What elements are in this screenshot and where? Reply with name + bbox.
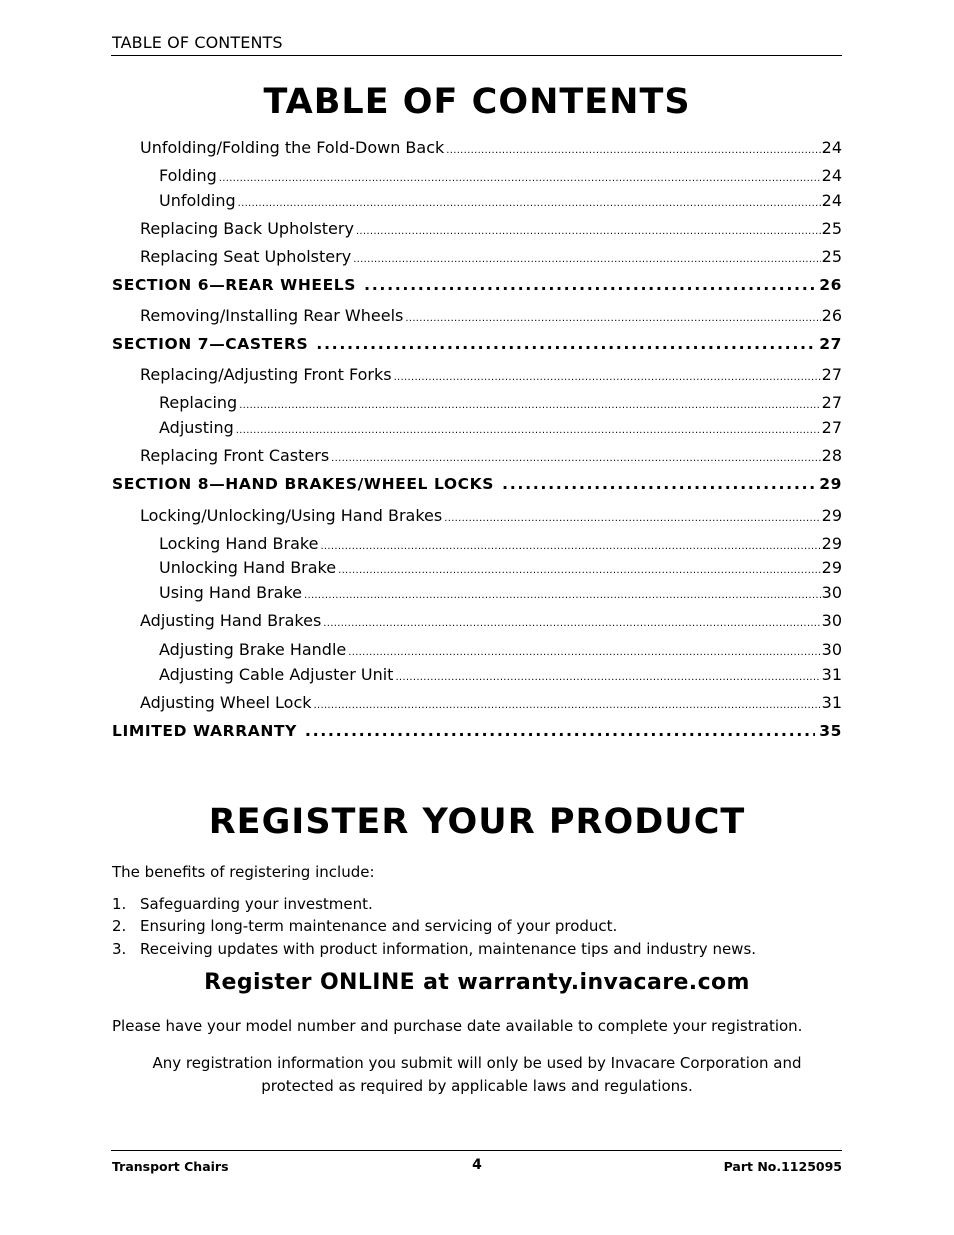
toc-entry-label: Replacing/Adjusting Front Forks xyxy=(140,365,392,384)
toc-entry xyxy=(140,306,842,328)
leader-dots xyxy=(304,590,821,601)
toc-entry-label: Using Hand Brake xyxy=(159,583,302,602)
toc-entry xyxy=(159,558,842,580)
toc-entry xyxy=(159,166,842,188)
benefit-item xyxy=(112,895,373,913)
benefit-text: Safeguarding your investment. xyxy=(140,895,373,913)
leader-dots xyxy=(331,453,820,464)
leader-dots xyxy=(238,198,821,209)
toc-entry-page: 29 xyxy=(819,475,842,493)
toc-entry-label: Replacing xyxy=(159,393,238,412)
toc-entry-label: SECTION 7—CASTERS xyxy=(112,335,309,353)
leader-dots xyxy=(394,372,821,383)
leader-dots xyxy=(314,700,821,711)
toc-entry-page: 30 xyxy=(821,640,842,659)
leader-dots xyxy=(356,226,821,237)
toc-entry xyxy=(140,693,842,715)
benefit-item xyxy=(112,940,756,958)
toc-entry xyxy=(159,640,842,662)
leader-dots xyxy=(444,513,820,524)
privacy-line: Any registration information you submit will only be used by Invacare Corporation and xyxy=(152,1054,802,1072)
toc-entry-label: SECTION 8—HAND BRAKES/WHEEL LOCKS xyxy=(112,475,495,493)
leader-dots xyxy=(348,647,820,658)
leader-dots xyxy=(395,672,820,683)
footer-product-name: Transport Chairs xyxy=(112,1159,229,1174)
toc-entry xyxy=(140,219,842,241)
leader-dots xyxy=(502,474,815,493)
toc-entry xyxy=(159,418,842,440)
toc-entry-label: Locking/Unlocking/Using Hand Brakes xyxy=(140,506,443,525)
toc-entry-label: Adjusting Brake Handle xyxy=(159,640,347,659)
leader-dots xyxy=(446,145,820,156)
header-rule xyxy=(111,55,842,56)
footer-part-number: Part No.1125095 xyxy=(723,1159,842,1174)
page-number: 4 xyxy=(472,1157,482,1173)
toc-section-entry xyxy=(112,721,842,743)
toc-entry-page: 31 xyxy=(821,693,842,712)
toc-entry-label: Locking Hand Brake xyxy=(159,534,319,553)
toc-entry-page: 29 xyxy=(821,558,842,577)
benefit-text: Receiving updates with product information, maintenance tips and industry news. xyxy=(140,940,757,958)
leader-dots xyxy=(323,618,820,629)
toc-entry-page: 27 xyxy=(821,393,842,412)
toc-section-entry xyxy=(112,474,842,496)
leader-dots xyxy=(353,254,820,265)
toc-entry-page: 24 xyxy=(821,191,842,210)
toc-entry-page: 27 xyxy=(821,418,842,437)
toc-entry-label: Folding xyxy=(159,166,217,185)
leader-dots xyxy=(239,400,820,411)
register-title: REGISTER YOUR PRODUCT xyxy=(208,802,746,842)
toc-entry-page: 35 xyxy=(819,722,842,740)
register-intro: The benefits of registering include: xyxy=(112,863,375,881)
benefit-number: 1. xyxy=(112,895,127,913)
toc-entry-page: 28 xyxy=(821,446,842,465)
toc-entry-label: Replacing Seat Upholstery xyxy=(140,247,352,266)
toc-entry xyxy=(159,665,842,687)
register-online-heading: Register ONLINE at warranty.invacare.com xyxy=(204,970,750,995)
privacy-line: protected as required by applicable laws and regulations. xyxy=(261,1077,693,1095)
toc-entry-page: 24 xyxy=(821,166,842,185)
toc-entry xyxy=(140,247,842,269)
toc-entry-page: 29 xyxy=(821,506,842,525)
toc-entry-label: Unfolding/Folding the Fold-Down Back xyxy=(140,138,445,157)
toc-entry-page: 29 xyxy=(821,534,842,553)
toc-entry-label: Unlocking Hand Brake xyxy=(159,558,337,577)
toc-entry xyxy=(140,446,842,468)
toc-entry xyxy=(159,583,842,605)
benefit-number: 3. xyxy=(112,940,127,958)
model-note: Please have your model number and purchase date available to complete your registration. xyxy=(112,1017,803,1035)
toc-section-entry xyxy=(112,334,842,356)
running-header: TABLE OF CONTENTS xyxy=(112,33,283,52)
toc-entry-label: LIMITED WARRANTY xyxy=(112,722,297,740)
leader-dots xyxy=(320,541,820,552)
toc-entry xyxy=(140,138,842,160)
privacy-notice xyxy=(100,1052,854,1098)
toc-title: TABLE OF CONTENTS xyxy=(263,82,691,122)
toc-entry xyxy=(140,611,842,633)
toc-entry-label: Adjusting Cable Adjuster Unit xyxy=(159,665,394,684)
toc-entry-page: 27 xyxy=(821,365,842,384)
toc-entry-page: 27 xyxy=(819,335,842,353)
toc-entry-label: Adjusting xyxy=(159,418,234,437)
toc-entry-page: 30 xyxy=(821,583,842,602)
toc-entry-label: Removing/Installing Rear Wheels xyxy=(140,306,404,325)
toc-entry xyxy=(159,534,842,556)
leader-dots xyxy=(316,334,815,353)
footer-rule xyxy=(111,1150,842,1151)
toc-entry-page: 25 xyxy=(821,219,842,238)
toc-entry-label: Adjusting Hand Brakes xyxy=(140,611,322,630)
leader-dots xyxy=(305,721,815,740)
toc-entry-page: 26 xyxy=(821,306,842,325)
benefit-text: Ensuring long-term maintenance and servicing of your product. xyxy=(140,917,618,935)
leader-dots xyxy=(338,565,821,576)
toc-entry-label: Replacing Front Casters xyxy=(140,446,330,465)
toc-entry xyxy=(140,506,842,528)
toc-section-entry xyxy=(112,275,842,297)
toc-entry-label: SECTION 6—REAR WHEELS xyxy=(112,276,357,294)
leader-dots xyxy=(405,313,820,324)
toc-entry-page: 30 xyxy=(821,611,842,630)
leader-dots xyxy=(219,173,821,184)
toc-entry xyxy=(159,393,842,415)
toc-entry xyxy=(159,191,842,213)
toc-entry-label: Adjusting Wheel Lock xyxy=(140,693,312,712)
leader-dots xyxy=(236,425,821,436)
benefit-item xyxy=(112,917,617,935)
toc-entry xyxy=(140,365,842,387)
toc-entry-label: Unfolding xyxy=(159,191,236,210)
leader-dots xyxy=(364,275,815,294)
toc-entry-label: Replacing Back Upholstery xyxy=(140,219,354,238)
toc-entry-page: 31 xyxy=(821,665,842,684)
toc-entry-page: 25 xyxy=(821,247,842,266)
benefit-number: 2. xyxy=(112,917,127,935)
toc-entry-page: 24 xyxy=(821,138,842,157)
toc-entry-page: 26 xyxy=(819,276,842,294)
